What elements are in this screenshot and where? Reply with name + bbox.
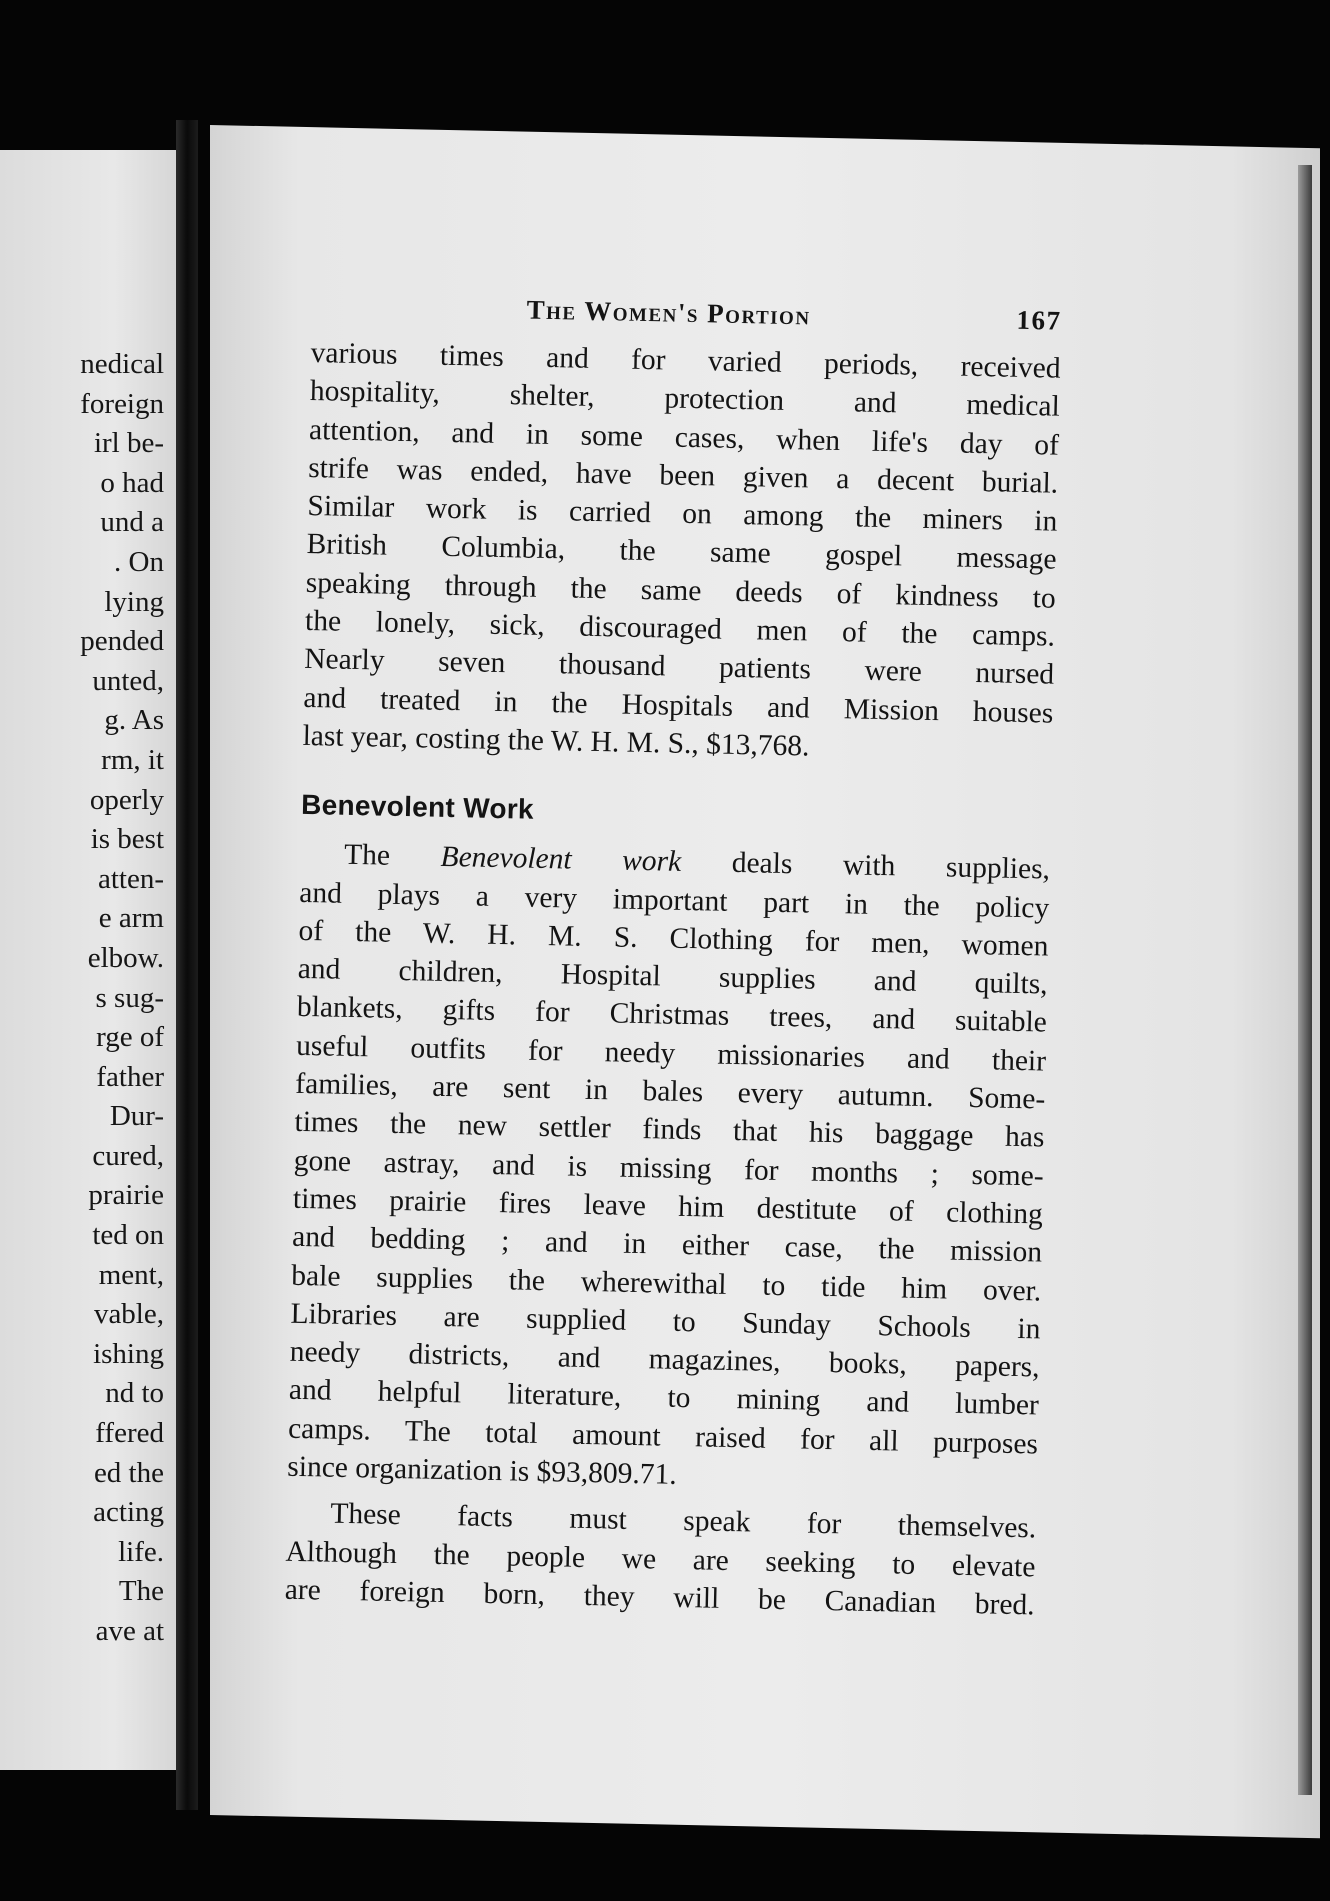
left-page-line: o had (100, 466, 164, 499)
left-page-line: unted, (92, 664, 164, 697)
left-page-line: irl be- (93, 427, 164, 460)
text-line: attention, and in some cases, when life's day of (308, 413, 1060, 462)
left-page-line: cured, (92, 1139, 164, 1172)
left-page-line: rge of (96, 1021, 164, 1054)
text-line: times the new settler finds that his baggage has (294, 1106, 1045, 1154)
text-line: and helpful literature, to mining and lumber (288, 1374, 1040, 1422)
left-page-line: Dur- (109, 1100, 164, 1133)
left-page-line: nedical (80, 348, 164, 380)
left-page-line: rm, it (101, 743, 164, 776)
text-line: needy districts, and magazines, books, papers, (289, 1335, 1040, 1384)
text-line: and treated in the Hospitals and Mission houses (303, 681, 1054, 730)
text-line: hospitality, shelter, protection and medical (309, 375, 1061, 423)
left-page-line: is best (90, 823, 164, 856)
left-page-line: nd to (105, 1377, 164, 1410)
left-page-line: life. (118, 1535, 164, 1568)
text-line: camps. The total amount raised for all purposes (287, 1412, 1039, 1461)
left-page-line: ave at (95, 1615, 164, 1647)
left-page-line: foreign (80, 387, 164, 420)
left-page-line: ishing (93, 1337, 164, 1370)
paragraph-conclusion (284, 1494, 1036, 1625)
text-line: These facts must speak for themselves. (330, 1497, 1037, 1545)
page-number: 167 (1016, 304, 1062, 336)
text-line: last year, costing the W. H. M. S., $13,768. (302, 719, 810, 763)
text-line: bale supplies the wherewithal to tide him over. (291, 1259, 1042, 1308)
text-line: are foreign born, they will be Canadian bred. (284, 1573, 1035, 1622)
left-facing-page (0, 150, 190, 1770)
text-line: strife was ended, have been given a decent burial. (307, 451, 1059, 500)
left-page-line: und a (100, 506, 164, 539)
text-line: Libraries are supplied to Sunday Schools in (290, 1297, 1041, 1346)
text-line: Nearly seven thousand patients were nursed (303, 643, 1055, 691)
left-page-line: atten- (97, 862, 164, 895)
left-page-line: e arm (98, 902, 164, 935)
page-text-block (284, 290, 1061, 1625)
left-page-line: ed the (93, 1456, 164, 1489)
text-line: and children, Hospital supplies and quilts, (297, 953, 1048, 1001)
text-line: useful outfits for needy missionaries and their (295, 1029, 1047, 1078)
text-line: and plays a very important part in the policy (299, 876, 1050, 925)
text-line: since organization is $93,809.71. (287, 1450, 678, 1491)
page-edge-shadow (1298, 165, 1312, 1795)
paragraph-benevolent-work (287, 835, 1050, 1502)
text-line: Similar work is carried on among the miners in (307, 490, 1058, 538)
book-gutter (176, 120, 198, 1810)
running-title: The Women's Portion (526, 294, 811, 331)
paragraph-hospitals (302, 334, 1061, 771)
text-line: British Columbia, the same gospel message (306, 528, 1057, 577)
left-page-line: prairie (88, 1179, 164, 1212)
text-line: various times and for varied periods, received (310, 336, 1061, 385)
left-page-line: s sug- (95, 981, 164, 1014)
text-line: the lonely, sick, discouraged men of the camps. (304, 605, 1056, 653)
left-page-line: ted on (92, 1219, 164, 1252)
text-line: and bedding ; and in either case, the mission (291, 1221, 1043, 1269)
text-line: Although the people we are seeking to elevate (285, 1535, 1036, 1584)
text-run: deals with supplies, (680, 846, 1051, 886)
text-line: speaking through the same deeds of kindness to (305, 566, 1057, 615)
text-line: gone astray, and is missing for months ; some- (293, 1144, 1044, 1193)
text-line: families, are sent in bales every autumn. Some- (295, 1067, 1046, 1116)
left-page-line: The (118, 1575, 164, 1608)
left-page-line: . On (114, 545, 164, 578)
text-line: blankets, gifts for Christmas trees, and suitable (296, 991, 1048, 1039)
left-page-text (80, 345, 164, 1652)
left-page-line: g. As (104, 704, 164, 737)
section-heading: Benevolent Work (300, 789, 535, 826)
text-line: times prairie fires leave him destitute of clothing (292, 1182, 1044, 1231)
left-page-line: ffered (95, 1417, 164, 1450)
left-page-line: operly (89, 783, 164, 816)
left-page-line: vable, (93, 1298, 164, 1331)
left-page-line: acting (93, 1496, 164, 1529)
left-page-line: pended (80, 625, 164, 658)
left-page-line: elbow. (87, 941, 164, 974)
text-line: of the W. H. M. S. Clothing for men, women (298, 914, 1049, 963)
left-page-line: father (96, 1060, 164, 1093)
left-page-line: ment, (98, 1258, 164, 1291)
italic-term: Benevolent work (440, 841, 682, 879)
left-page-line: lying (104, 585, 164, 618)
text-run: The (343, 839, 441, 874)
